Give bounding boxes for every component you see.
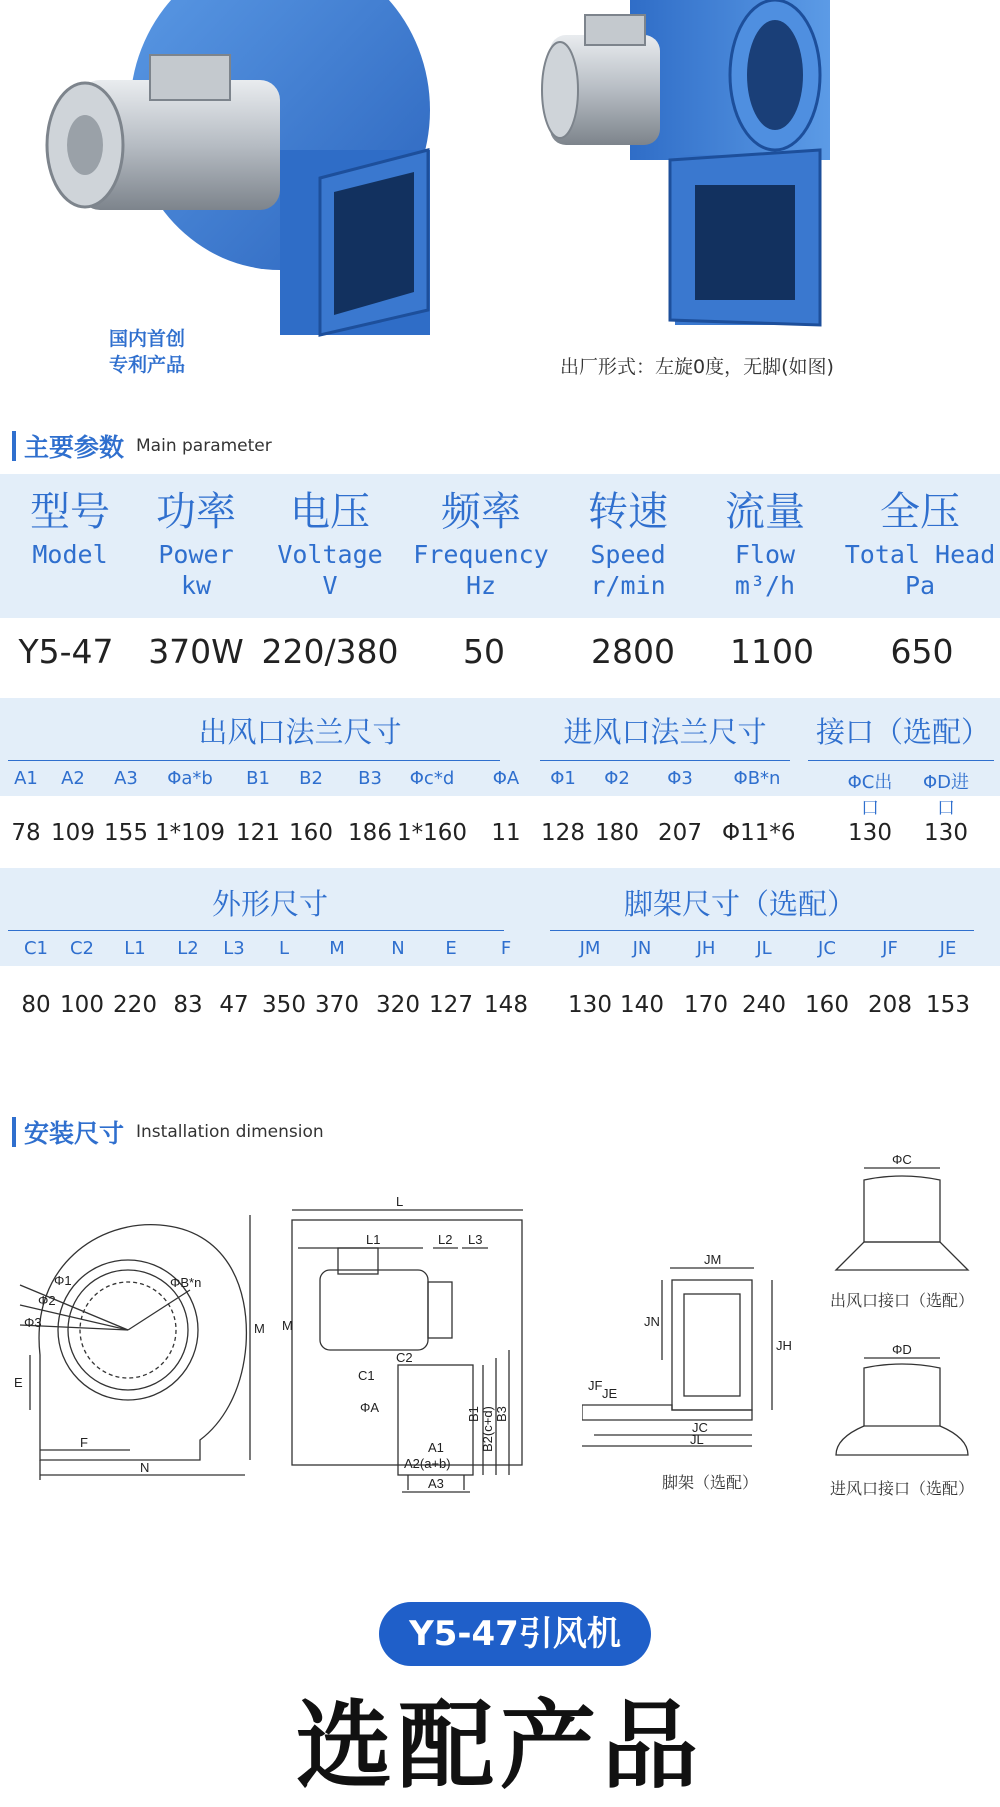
- flange-dim-label: ΦD进口: [922, 772, 970, 819]
- param-zh: 转速: [588, 489, 668, 535]
- stand-drawing: [582, 1250, 802, 1500]
- flange-dim-value: Φ11*6: [722, 820, 796, 846]
- shape-dim-label: L: [278, 938, 290, 959]
- param-zh: 流量: [725, 489, 805, 535]
- flange-dim-label: A1: [14, 768, 38, 789]
- shape-dim-value: 130: [568, 992, 612, 1018]
- dim-c2-label: C2: [396, 1350, 413, 1365]
- shape-dim-value: 47: [219, 992, 249, 1018]
- shape-dim-label: JE: [939, 938, 957, 959]
- param-en: Speed: [590, 540, 666, 569]
- flange-dim-value: 1*160: [397, 820, 468, 846]
- dim-jc-label: JC: [692, 1420, 708, 1435]
- flange-dim-label: ΦA: [492, 768, 520, 789]
- param-value-speed: 2800: [591, 632, 675, 671]
- shape-dim-value: 80: [21, 992, 51, 1018]
- install-title: 安装尺寸: [24, 1119, 125, 1148]
- dim-a1-label: A1: [428, 1440, 444, 1455]
- patent-line-2: 专利产品: [108, 354, 185, 376]
- section-bar: [12, 431, 16, 461]
- param-col-model: [0, 474, 140, 571]
- flange-dim-value: 130: [924, 820, 968, 846]
- dim-a3-label: A3: [428, 1476, 444, 1491]
- flange-dim-label: Φ1: [550, 768, 576, 789]
- param-en: Flow: [734, 540, 796, 569]
- shape-dim-value: 320: [376, 992, 420, 1018]
- dim-jl-label: JL: [690, 1432, 704, 1447]
- flange-dim-label: B1: [246, 768, 270, 789]
- port-title: 接口（选配）: [815, 715, 990, 749]
- outlet-flange-title: 出风口法兰尺寸: [198, 715, 402, 749]
- flange-dim-value: 186: [348, 820, 392, 846]
- param-col-total-head: [840, 474, 1000, 601]
- flange-dim-label: B3: [358, 768, 382, 789]
- flange-dim-label: Φ2: [604, 768, 630, 789]
- dim-phic-label: ΦC: [892, 1152, 912, 1167]
- param-unit: V: [322, 571, 338, 600]
- main-param-header: [12, 428, 272, 464]
- shape-dim-label: JH: [696, 938, 716, 959]
- outlet-connector-caption: 出风口接口（选配）: [830, 1291, 975, 1310]
- flange-dim-value: 78: [11, 820, 41, 846]
- dim-m-label: M: [254, 1321, 265, 1336]
- flange-dim-label: B2: [299, 768, 323, 789]
- param-col-flow: [695, 474, 835, 601]
- flange-dim-value: 128: [541, 820, 585, 846]
- param-col-frequency: [406, 474, 556, 601]
- dim-b3-label: B3: [494, 1406, 509, 1422]
- optional-products-title: 选配产品: [296, 1690, 704, 1802]
- param-value-voltage: 220/380: [261, 632, 399, 671]
- outlet-connector-drawing: [830, 1150, 1000, 1320]
- param-zh: 功率: [156, 489, 236, 535]
- dim-phib-label: ΦB*n: [170, 1275, 202, 1290]
- param-col-speed: [558, 474, 698, 601]
- flange-dim-value: 130: [848, 820, 892, 846]
- flange-dim-label: Φ3: [667, 768, 693, 789]
- dim-jm-label: JM: [704, 1252, 722, 1267]
- patent-line-1: 国内首创: [108, 328, 185, 350]
- dim-b1-label: B1: [466, 1406, 481, 1422]
- param-value-frequency: 50: [463, 632, 505, 671]
- shape-dim-label: F: [500, 938, 512, 959]
- flange-dim-value: 11: [491, 820, 521, 846]
- shape-dim-value: 350: [262, 992, 306, 1018]
- flange-dim-value: 207: [658, 820, 702, 846]
- dim-phi3-label: Φ3: [24, 1315, 42, 1330]
- dim-e-label: E: [14, 1375, 23, 1390]
- main-param-subtitle: Main parameter: [136, 436, 272, 456]
- stand-rule: [550, 930, 974, 931]
- param-value-model: Y5-47: [18, 632, 114, 671]
- dim-l2-label: L2: [438, 1232, 453, 1247]
- fan-front-drawing: [278, 1190, 563, 1500]
- shape-dim-value: 170: [684, 992, 728, 1018]
- shape-dim-value: 160: [805, 992, 849, 1018]
- inlet-connector-caption: 进风口接口（选配）: [830, 1479, 975, 1498]
- param-zh: 电压: [290, 489, 370, 535]
- shape-dim-value: 220: [113, 992, 157, 1018]
- shape-dim-label: C2: [69, 938, 95, 959]
- shape-dim-value: 240: [742, 992, 786, 1018]
- dim-je-label: JE: [602, 1386, 618, 1401]
- shape-dim-label: L2: [177, 938, 199, 959]
- shape-dim-value: 140: [620, 992, 664, 1018]
- shape-dim-label: JC: [818, 938, 836, 959]
- section-bar: [12, 1117, 16, 1147]
- install-header: [12, 1114, 324, 1150]
- param-col-voltage: [260, 474, 400, 601]
- param-value-flow: 1100: [730, 632, 814, 671]
- param-value-power: 370W: [148, 632, 244, 671]
- shape-dim-label: E: [445, 938, 457, 959]
- param-unit: r/min: [590, 571, 666, 600]
- fan-side-drawing: [10, 1205, 275, 1485]
- shape-dim-label: JN: [632, 938, 652, 959]
- flange-dim-label: ΦB*n: [733, 768, 781, 789]
- dim-jf-label: JF: [588, 1378, 603, 1393]
- shape-dim-label: JL: [756, 938, 772, 959]
- dim-f-label: F: [80, 1435, 88, 1450]
- dim-l1-label: L1: [366, 1232, 381, 1247]
- param-zh: 型号: [30, 489, 110, 535]
- shape-dim-label: L3: [223, 938, 245, 959]
- fan-photo-right: [540, 0, 890, 330]
- outline-rule: [8, 930, 504, 931]
- product-name-pill: Y5-47引风机: [379, 1602, 651, 1666]
- main-param-title: 主要参数: [24, 433, 125, 462]
- outlet-flange-rule: [8, 760, 500, 761]
- outline-title: 外形尺寸: [211, 887, 328, 921]
- shape-dim-label: JM: [579, 938, 601, 959]
- param-unit: Hz: [465, 571, 497, 600]
- flange-dim-label: ΦC出口: [847, 772, 893, 819]
- flange-dim-value: 1*109: [155, 820, 226, 846]
- shape-dim-value: 83: [173, 992, 203, 1018]
- shape-dim-value: 127: [429, 992, 473, 1018]
- param-zh: 全压: [880, 489, 960, 535]
- flange-dim-value: 180: [595, 820, 639, 846]
- install-subtitle: Installation dimension: [136, 1122, 324, 1142]
- param-unit: kw: [180, 571, 212, 600]
- dim-c1-label: C1: [358, 1368, 375, 1383]
- shape-dim-value: 370: [315, 992, 359, 1018]
- dim-a2-label: A2(a+b): [404, 1456, 451, 1471]
- dim-m-front-label: M: [282, 1318, 293, 1333]
- dim-jh-label: JH: [776, 1338, 792, 1353]
- dim-phid-label: ΦD: [892, 1342, 912, 1357]
- dim-phi2-label: Φ2: [38, 1293, 56, 1308]
- param-value-total-head: 650: [890, 632, 954, 671]
- dim-n-label: N: [140, 1460, 150, 1475]
- flange-dim-value: 121: [236, 820, 280, 846]
- main-param-header-band: [0, 474, 1000, 618]
- param-zh: 频率: [441, 489, 521, 535]
- param-unit: Pa: [904, 571, 936, 600]
- inlet-flange-title: 进风口法兰尺寸: [563, 715, 767, 749]
- inlet-flange-rule: [540, 760, 790, 761]
- shape-dim-value: 100: [60, 992, 104, 1018]
- shape-dim-label: JF: [882, 938, 898, 959]
- dim-l3-label: L3: [468, 1232, 483, 1247]
- shape-dim-label: L1: [124, 938, 146, 959]
- port-rule: [808, 760, 994, 761]
- flange-dim-label: A2: [61, 768, 85, 789]
- inlet-connector-drawing: [830, 1340, 1000, 1505]
- flange-dim-label: Φc*d: [409, 768, 455, 789]
- shape-dim-label: M: [329, 938, 345, 959]
- shape-dim-value: 208: [868, 992, 912, 1018]
- stand-caption: 脚架（选配）: [662, 1473, 759, 1492]
- shape-dim-label: N: [391, 938, 405, 959]
- shape-dim-value: 148: [484, 992, 528, 1018]
- fan-photo-left: [30, 0, 440, 340]
- flange-dim-value: 160: [289, 820, 333, 846]
- dim-l-label: L: [396, 1194, 404, 1209]
- flange-dim-value: 109: [51, 820, 95, 846]
- param-unit: m³/h: [734, 571, 796, 600]
- stand-title: 脚架尺寸（选配）: [623, 887, 856, 921]
- patent-note: [92, 326, 202, 378]
- flange-dim-label: A3: [114, 768, 138, 789]
- param-en: Total Head: [844, 540, 996, 569]
- param-en: Frequency: [413, 540, 549, 569]
- dim-phi1-label: Φ1: [54, 1273, 72, 1288]
- dim-phia-label: ΦA: [360, 1400, 380, 1415]
- dim-b2-label: B2(c+d): [480, 1406, 495, 1452]
- dim-jn-label: JN: [644, 1314, 660, 1329]
- param-en: Power: [158, 540, 234, 569]
- param-en: Model: [32, 540, 108, 569]
- param-en: Voltage: [277, 540, 383, 569]
- param-col-power: [126, 474, 266, 601]
- shape-dim-label: C1: [23, 938, 49, 959]
- shape-dim-value: 153: [926, 992, 970, 1018]
- flange-dim-label: Φa*b: [167, 768, 213, 789]
- factory-form-note: 出厂形式：左旋0度，无脚(如图): [560, 356, 834, 378]
- flange-dim-value: 155: [104, 820, 148, 846]
